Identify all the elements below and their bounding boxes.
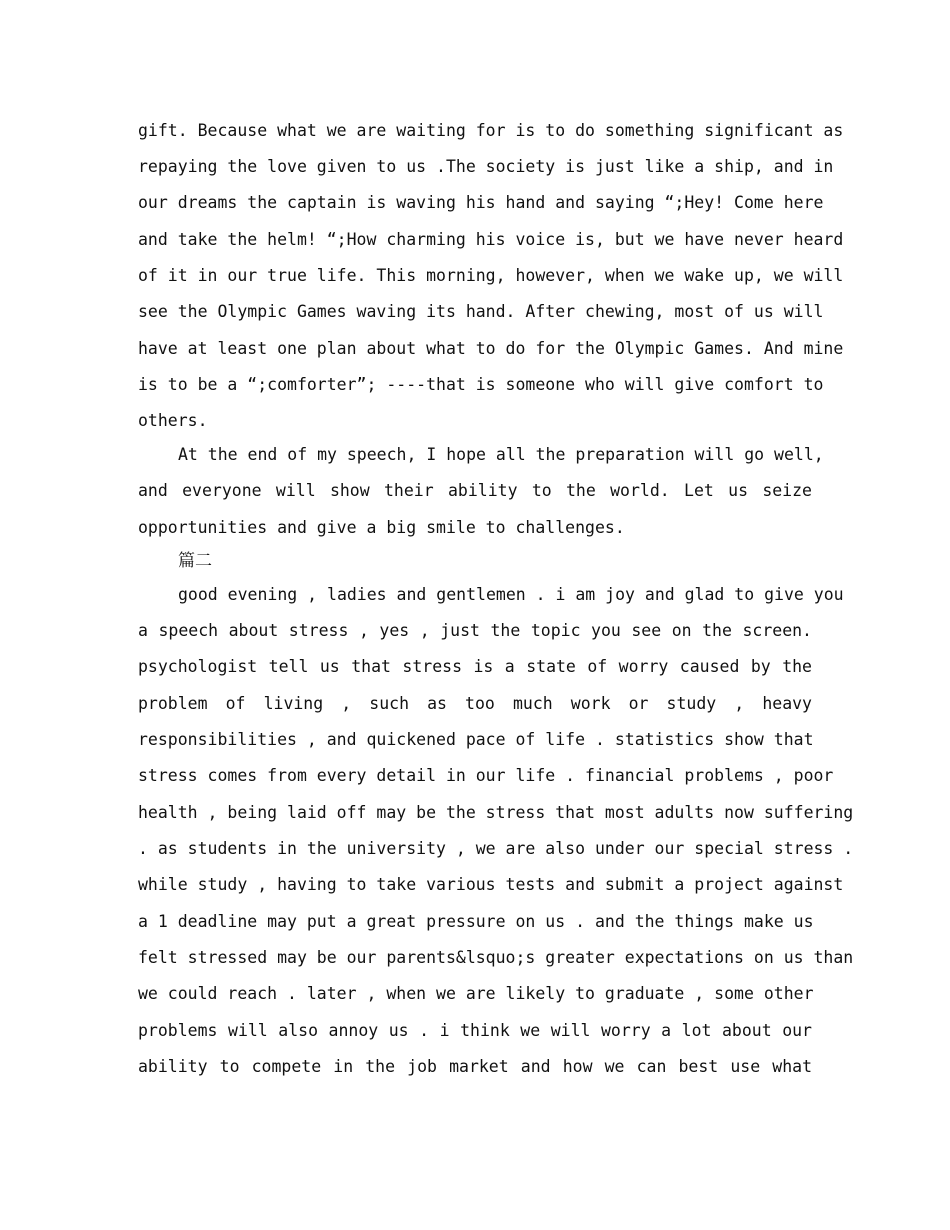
text-line: see the Olympic Games waving its hand. After chewing, most of us will <box>138 302 824 321</box>
text-line: we could reach . later , when we are likely to graduate , some other <box>138 984 814 1003</box>
text-line: have at least one plan about what to do for the Olympic Games. And mine <box>138 339 844 358</box>
text-line: psychologist tell us that stress is a state of worry caused by the <box>138 657 812 676</box>
text-line: gift. Because what we are waiting for is to do something significant as <box>138 121 844 140</box>
text-line: good evening , ladies and gentlemen . i am joy and glad to give you <box>178 585 844 604</box>
section-heading: 篇二 <box>178 551 212 571</box>
text-line: and take the helm! “;How charming his voice is, but we have never heard <box>138 230 844 249</box>
text-line: our dreams the captain is waving his hand and saying “;Hey! Come here <box>138 193 824 212</box>
text-line: is to be a “;comforter”; ----that is someone who will give comfort to <box>138 375 824 394</box>
text-line: responsibilities , and quickened pace of life . statistics show that <box>138 730 814 749</box>
text-line: At the end of my speech, I hope all the preparation will go well, <box>178 445 824 464</box>
text-line: problem of living , such as too much work or study , heavy <box>138 694 812 713</box>
text-line: repaying the love given to us .The society is just like a ship, and in <box>138 157 834 176</box>
text-line: opportunities and give a big smile to challenges. <box>138 518 625 537</box>
text-line: ability to compete in the job market and how we can best use what <box>138 1057 812 1076</box>
text-line: a 1 deadline may put a great pressure on us . and the things make us <box>138 912 814 931</box>
text-line: while study , having to take various tests and submit a project against <box>138 875 844 894</box>
text-line: stress comes from every detail in our life . financial problems , poor <box>138 766 834 785</box>
text-line: felt stressed may be our parents&lsquo;s greater expectations on us than <box>138 948 854 967</box>
text-line: and everyone will show their ability to the world. Let us seize <box>138 481 812 500</box>
text-line: . as students in the university , we are also under our special stress . <box>138 839 854 858</box>
text-line: others. <box>138 411 208 430</box>
text-line: problems will also annoy us . i think we will worry a lot about our <box>138 1021 812 1040</box>
text-line: health , being laid off may be the stress that most adults now suffering <box>138 803 854 822</box>
text-line: a speech about stress , yes , just the topic you see on the screen. <box>138 621 812 640</box>
text-line: of it in our true life. This morning, however, when we wake up, we will <box>138 266 844 285</box>
